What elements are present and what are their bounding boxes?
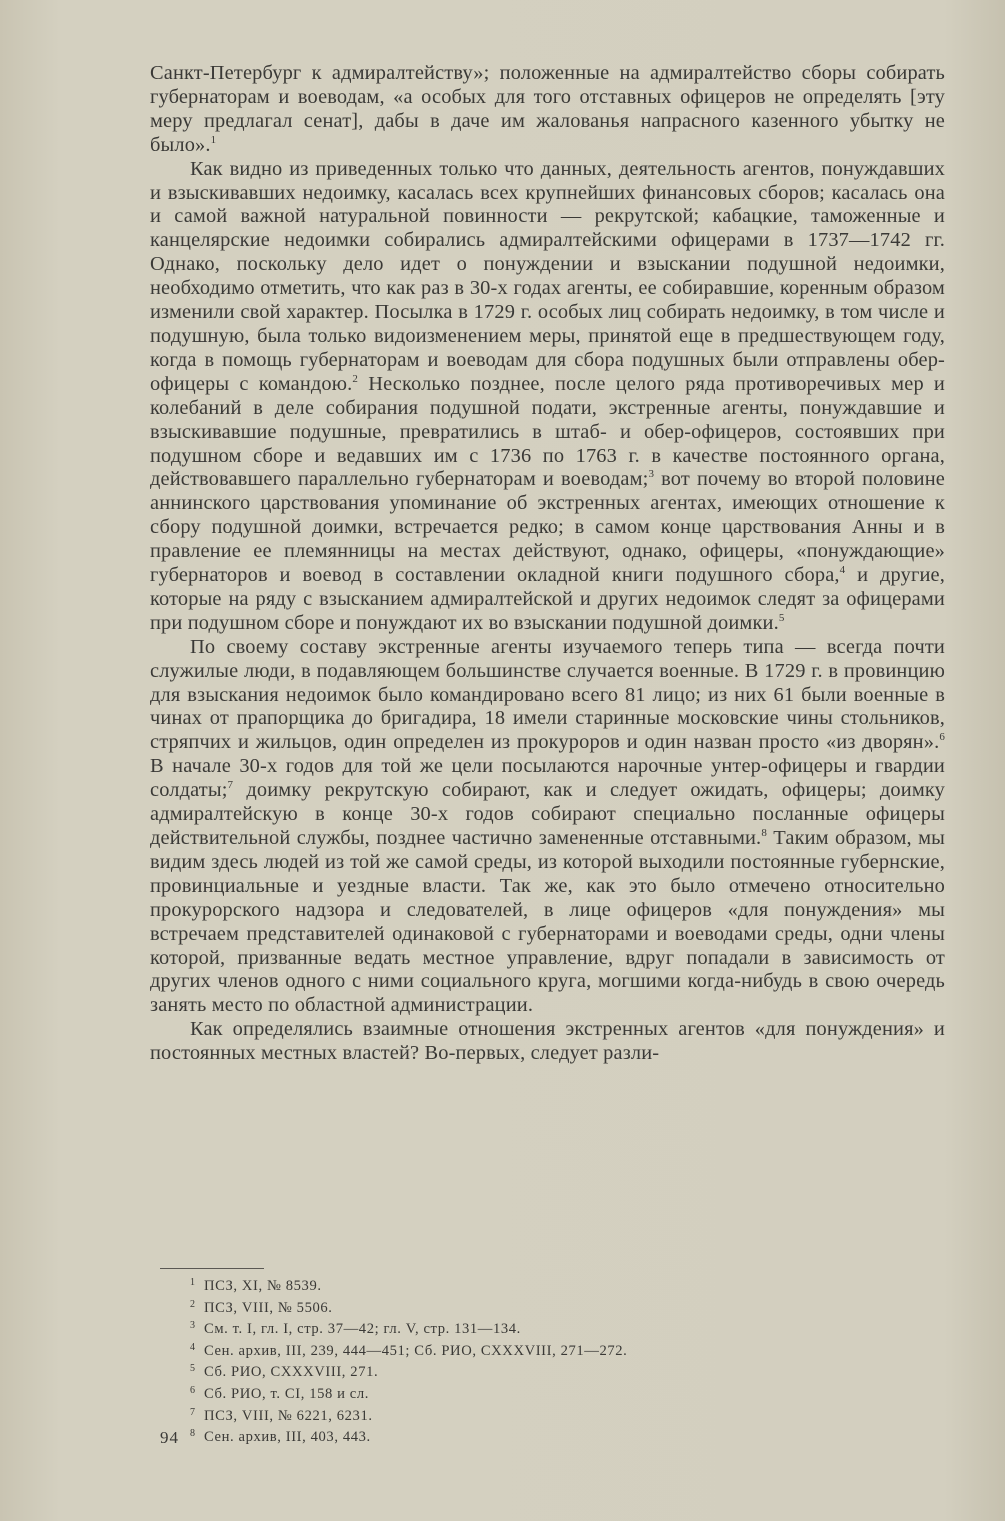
footnote-marker: 7	[227, 779, 234, 792]
text-segment: доимку рекрутскую собирают, как и следует ожидать, офицеры; доимку адмиралтейскую в конце 30-х годов собирают специально посланные офицеры действительной службы, позднее частично замененные отставными.	[150, 779, 945, 849]
footnote-number: 1	[190, 1277, 196, 1288]
footnote	[190, 1274, 890, 1296]
footnote	[190, 1404, 890, 1426]
footnote-marker: 5	[778, 611, 785, 624]
footnote-text: ПСЗ, XI, № 8539.	[204, 1278, 322, 1294]
footnote-number: 7	[190, 1406, 196, 1418]
footnote	[190, 1296, 890, 1318]
footnote-number: 3	[190, 1320, 196, 1332]
footnote-divider	[160, 1268, 264, 1269]
footnote-marker: 8	[761, 827, 767, 839]
paragraph	[150, 636, 945, 1019]
page-number: 94	[160, 1428, 179, 1447]
paragraph	[150, 1018, 945, 1066]
text-segment: Как определялись взаимные отношения экстренных агентов «для понуждения» и постоянных местных властей? Во-первых, следует разли-	[150, 1018, 945, 1065]
footnote-number: 2	[190, 1298, 196, 1310]
text-segment: и другие, которые на ряду с взысканием адмиралтейской и других недоимок следят за офицерами при подушном сборе и понуждают их во взыскании подушной доимки.	[150, 564, 946, 634]
footnotes	[190, 1274, 890, 1447]
text-segment: вот почему во второй половине аннинского царствования упоминание об экстренных агентах, имеющих отношение к сбору подушной доимки, встречается редко; в самом конце царствования Анны и в правление ее племянницы на местах действуют, однако, офицеры, «понуждающие» губернаторов и воевод в составлении окладной книги подушного сбора,	[150, 468, 946, 587]
footnote-text: ПСЗ, VIII, № 6221, 6231.	[204, 1407, 373, 1424]
footnote	[190, 1425, 890, 1447]
text-segment: По своему составу экстренные агенты изучаемого теперь типа — всегда почти служилые люди, в подавляющем большинстве случается военные. В 1729 г. в провинцию для взыскания недоимок было командировано всего 81 лицо; из них 61 были военные в чинах от прапорщика до бригадира, 18 имели старинные московские чины стольников, стряпчих и жильцов, один определен из прокуроров и один назван просто «из дворян».	[150, 635, 945, 754]
footnote-number: 4	[190, 1341, 196, 1353]
footnote-marker: 3	[648, 468, 655, 481]
footnote-text: ПСЗ, VIII, № 5506.	[204, 1299, 333, 1316]
footnote	[190, 1317, 890, 1339]
footnote	[190, 1360, 890, 1382]
footnote	[190, 1382, 890, 1404]
footnote-marker: 1	[210, 133, 217, 146]
footnote-marker: 6	[939, 731, 945, 744]
footnote	[190, 1339, 890, 1361]
footnote-number: 8	[190, 1428, 196, 1440]
footnote-text: Сб. РИО, т. CI, 158 и сл.	[204, 1385, 369, 1402]
footnote-marker: 2	[352, 372, 359, 385]
footnote-marker: 4	[839, 564, 846, 577]
footnote-text: См. т. I, гл. I, стр. 37—42; гл. V, стр. 131—134.	[204, 1321, 521, 1338]
text-segment: В начале 30-х годов для той же цели посылаются нарочные унтер-офицеры и гвардии солдаты;	[150, 755, 945, 802]
footnote-text: Сен. архив, III, 239, 444—451; Сб. РИО, CXXXVIII, 271—272.	[204, 1342, 628, 1359]
footnote-number: 5	[190, 1363, 196, 1375]
paragraph	[150, 158, 945, 636]
footnote-text: Сб. РИО, CXXXVIII, 271.	[204, 1364, 379, 1381]
body-text	[150, 62, 945, 1066]
footnote-number: 6	[190, 1384, 196, 1396]
text-segment: Несколько позднее, после целого ряда противоречивых мер и колебаний в деле собирания подушной подати, экстренные агенты, понуждавшие и взыскивавшие подушные, превратились в штаб- и обер-офицеров, состоявших при подушном сборе и ведавших им с 1736 по 1763 г. в качестве постоянного органа, действовавшего параллельно губернаторам и воеводам;	[150, 372, 945, 491]
text-segment: Таким образом, мы видим здесь людей из той же самой среды, из которой выходили постоянные губернские, провинциальные и уездные власти. Так же, как это было отмечено относительно прокурорского надзора и следователей, в лице офицеров «для понуждения» мы встречаем представителей одинаковой с губернаторами и воеводами среды, одни члены которой, призванные ведать местное управление, вдруг попадали в зависимость от других членов одного с ними социального круга, могшими когда-нибудь в свою очередь занять место по областной администрации.	[150, 827, 946, 1017]
text-segment: Санкт-Петербург к адмиралтейству»; положенные на адмиралтейство сборы собирать губернаторам и воеводам, «а особых для того отставных офицеров не определять [эту меру предлагал сенат], дабы в даче им жалованья напрасного казенного убытку не было».	[150, 62, 945, 156]
footnote-text: Сен. архив, III, 403, 443.	[204, 1429, 371, 1446]
text-segment: Как видно из приведенных только что данных, деятельность агентов, понуждавших и взыскивавших недоимку, касалась всех крупнейших финансовых сборов; касалась она и самой важной натуральной повинности — рекрутской; кабацкие, таможенные и канцелярские недоимки собирались адмиралтейскими офицерами в 1737—1742 гг. Однако, поскольку дело идет о понуждении и взыскании подушной недоимки, необходимо отметить, что как раз в 30-х годах агенты, ее собиравшие, коренным образом изменили свой характер. Посылка в 1729 г. особых лиц собирать недоимку, в том числе и подушную, была только видоизменением меры, принятой еще в предшествующем году, когда в помощь губернаторам и воеводам для сбора подушных были отправлены обер-офицеры с командою.	[150, 157, 945, 395]
paragraph	[150, 62, 945, 158]
